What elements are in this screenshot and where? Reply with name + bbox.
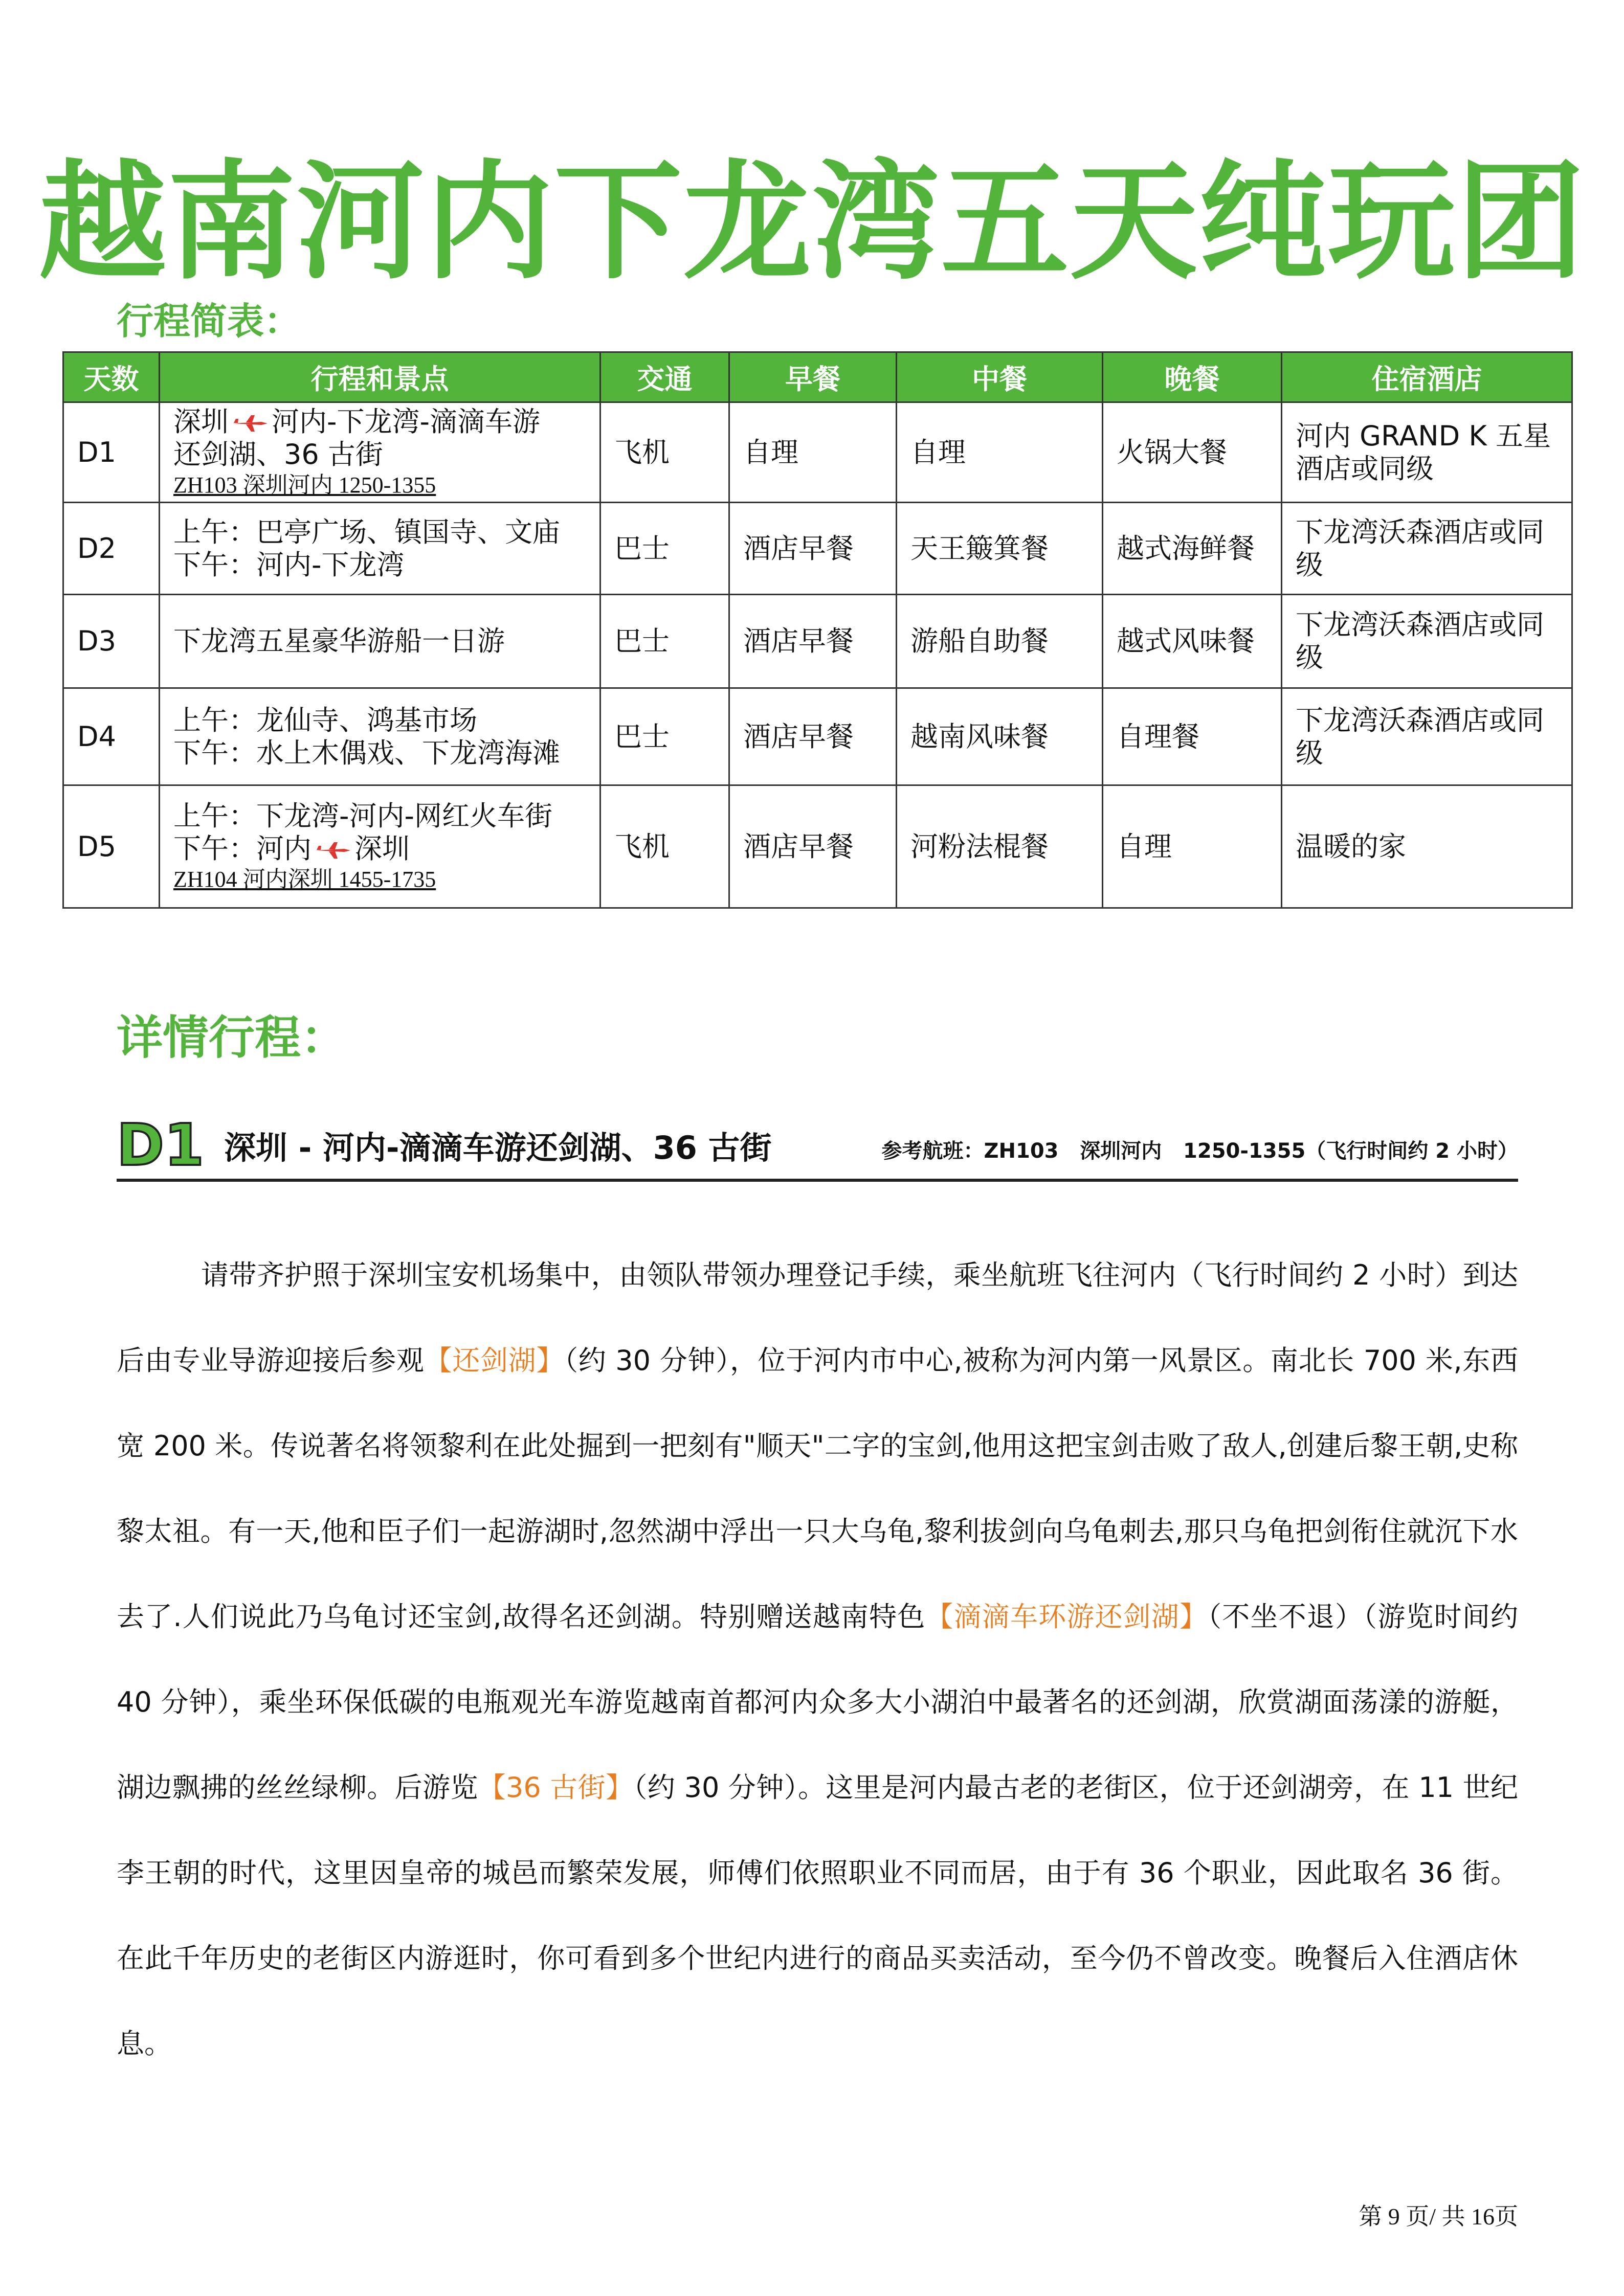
table-row <box>63 688 1572 785</box>
highlight-attraction: 【滴滴车环游还剑湖】 <box>925 1601 1208 1633</box>
schedule-title: 行程简表： <box>117 300 301 343</box>
transport-cell: 飞机 <box>600 785 729 908</box>
day-badge: D1 <box>117 1112 204 1179</box>
lunch-cell: 游船自助餐 <box>897 595 1103 688</box>
day-flight: 参考航班：ZH103 深圳河内 1250-1355（飞行时间约 2 小时） <box>881 1139 1518 1163</box>
description-text: 请带齐护照于深圳宝安机场集中，由领队带领办理登记手续，乘坐航班飞往河内（飞行时间约 2 小时）到达后由专业导游迎接后参观 <box>117 1259 1518 1377</box>
day-route: 深圳 - 河内-滴滴车游还剑湖、36 古街 <box>224 1129 772 1166</box>
breakfast-cell: 酒店早餐 <box>729 785 897 908</box>
route-line: 下午：水上木偶戏、下龙湾海滩 <box>173 736 560 769</box>
dinner-cell: 火锅大餐 <box>1103 402 1282 503</box>
breakfast-cell: 酒店早餐 <box>729 688 897 785</box>
header-hotel: 住宿酒店 <box>1282 352 1572 402</box>
route-line: 深圳 <box>173 405 229 438</box>
page-title: 越南河内下龙湾五天纯玩团 <box>38 148 1586 297</box>
route-cell <box>160 785 600 908</box>
breakfast-cell: 酒店早餐 <box>729 595 897 688</box>
breakfast-cell: 酒店早餐 <box>729 503 897 595</box>
hotel-cell: 温暖的家 <box>1282 785 1572 908</box>
highlight-attraction: 【还剑湖】 <box>424 1344 565 1377</box>
route-line: 下午：河内-下龙湾 <box>173 548 405 581</box>
route-line: 还剑湖、36 古街 <box>173 438 383 470</box>
day-cell: D4 <box>63 688 160 785</box>
transport-cell: 飞机 <box>600 402 729 503</box>
hotel-cell: 下龙湾沃森酒店或同级 <box>1282 503 1572 595</box>
schedule-table <box>62 351 1573 909</box>
lunch-cell: 河粉法棍餐 <box>897 785 1103 908</box>
flight-note: ZH104 河内深圳 1455-1735 <box>173 866 436 892</box>
header-route: 行程和景点 <box>160 352 600 402</box>
route-line: 下龙湾五星豪华游船一日游 <box>173 625 505 657</box>
day-cell: D1 <box>63 402 160 503</box>
page-number: 第 9 页/ 共 16页 <box>1359 2203 1518 2230</box>
route-line: 上午：龙仙寺、鸿基市场 <box>173 704 477 736</box>
highlight-attraction: 【36 古街】 <box>478 1771 634 1804</box>
day-header <box>117 1112 1518 1182</box>
route-cell <box>160 595 600 688</box>
table-header-row <box>63 352 1572 402</box>
lunch-cell: 越南风味餐 <box>897 688 1103 785</box>
airplane-icon <box>231 413 270 434</box>
route-cell <box>160 688 600 785</box>
route-line: 上午：下龙湾-河内-网红火车街 <box>173 799 552 832</box>
transport-cell: 巴士 <box>600 688 729 785</box>
hotel-cell: 下龙湾沃森酒店或同级 <box>1282 688 1572 785</box>
day-cell: D3 <box>63 595 160 688</box>
route-line: 下午：河内 <box>173 832 312 865</box>
dinner-cell: 自理餐 <box>1103 688 1282 785</box>
table-row <box>63 785 1572 908</box>
header-day: 天数 <box>63 352 160 402</box>
description-text: （不坐不退）（游览时间约 40 分钟），乘坐环保低碳的电瓶观光车游览越南首都河内众多大小湖泊中最著名的还剑湖，欣赏湖面荡漾的游艇，湖边飘拂的丝丝绿柳。后游览 <box>117 1601 1519 1804</box>
table-row <box>63 402 1572 503</box>
day-cell: D2 <box>63 503 160 595</box>
dinner-cell: 越式风味餐 <box>1103 595 1282 688</box>
lunch-cell: 天王簸箕餐 <box>897 503 1103 595</box>
breakfast-cell: 自理 <box>729 402 897 503</box>
route-cell <box>160 503 600 595</box>
header-lunch: 中餐 <box>897 352 1103 402</box>
day-cell: D5 <box>63 785 160 908</box>
route-line: 河内-下龙湾-滴滴车游 <box>272 405 540 438</box>
route-cell <box>160 402 600 503</box>
transport-cell: 巴士 <box>600 595 729 688</box>
details-title: 详情行程： <box>117 1011 347 1065</box>
airplane-icon <box>314 840 352 861</box>
lunch-cell: 自理 <box>897 402 1103 503</box>
header-dinner: 晚餐 <box>1103 352 1282 402</box>
dinner-cell: 越式海鲜餐 <box>1103 503 1282 595</box>
table-row <box>63 503 1572 595</box>
transport-cell: 巴士 <box>600 503 729 595</box>
hotel-cell: 下龙湾沃森酒店或同级 <box>1282 595 1572 688</box>
hotel-cell: 河内 GRAND K 五星酒店或同级 <box>1282 402 1572 503</box>
table-row <box>63 595 1572 688</box>
header-breakfast: 早餐 <box>729 352 897 402</box>
dinner-cell: 自理 <box>1103 785 1282 908</box>
flight-note: ZH103 深圳河内 1250-1355 <box>173 472 436 498</box>
header-transport: 交通 <box>600 352 729 402</box>
description-text: （约 30 分钟）。这里是河内最古老的老街区，位于还剑湖旁，在 11 世纪李王朝的时代，这里因皇帝的城邑而繁荣发展，师傅们依照职业不同而居，由于有 36 个职业，因此取名 36 街。在此千年历史的老街区内游逛时，你可看到多个世纪内进行的商品买卖活动，至今仍不曾改变。晚餐后入住酒店休息。 <box>117 1771 1518 2060</box>
route-line: 深圳 <box>354 832 410 865</box>
description-text: （约 30 分钟），位于河内市中心,被称为河内第一风景区。南北长 700 米,东西宽 200 米。传说著名将领黎利在此处掘到一把刻有"顺天"二字的宝剑,他用这把宝剑击败了敌人,创建后黎王朝,史称黎太祖。有一天,他和臣子们一起游湖时,忽然湖中浮出一只大乌龟,黎利拔剑向乌龟刺去,那只乌龟把剑衔住就沉下水去了.人们说此乃乌龟讨还宝剑,故得名还剑湖。特别赠送越南特色 <box>117 1344 1519 1633</box>
day-description <box>117 1232 1518 2086</box>
route-line: 上午：巴亭广场、镇国寺、文庙 <box>173 515 560 548</box>
